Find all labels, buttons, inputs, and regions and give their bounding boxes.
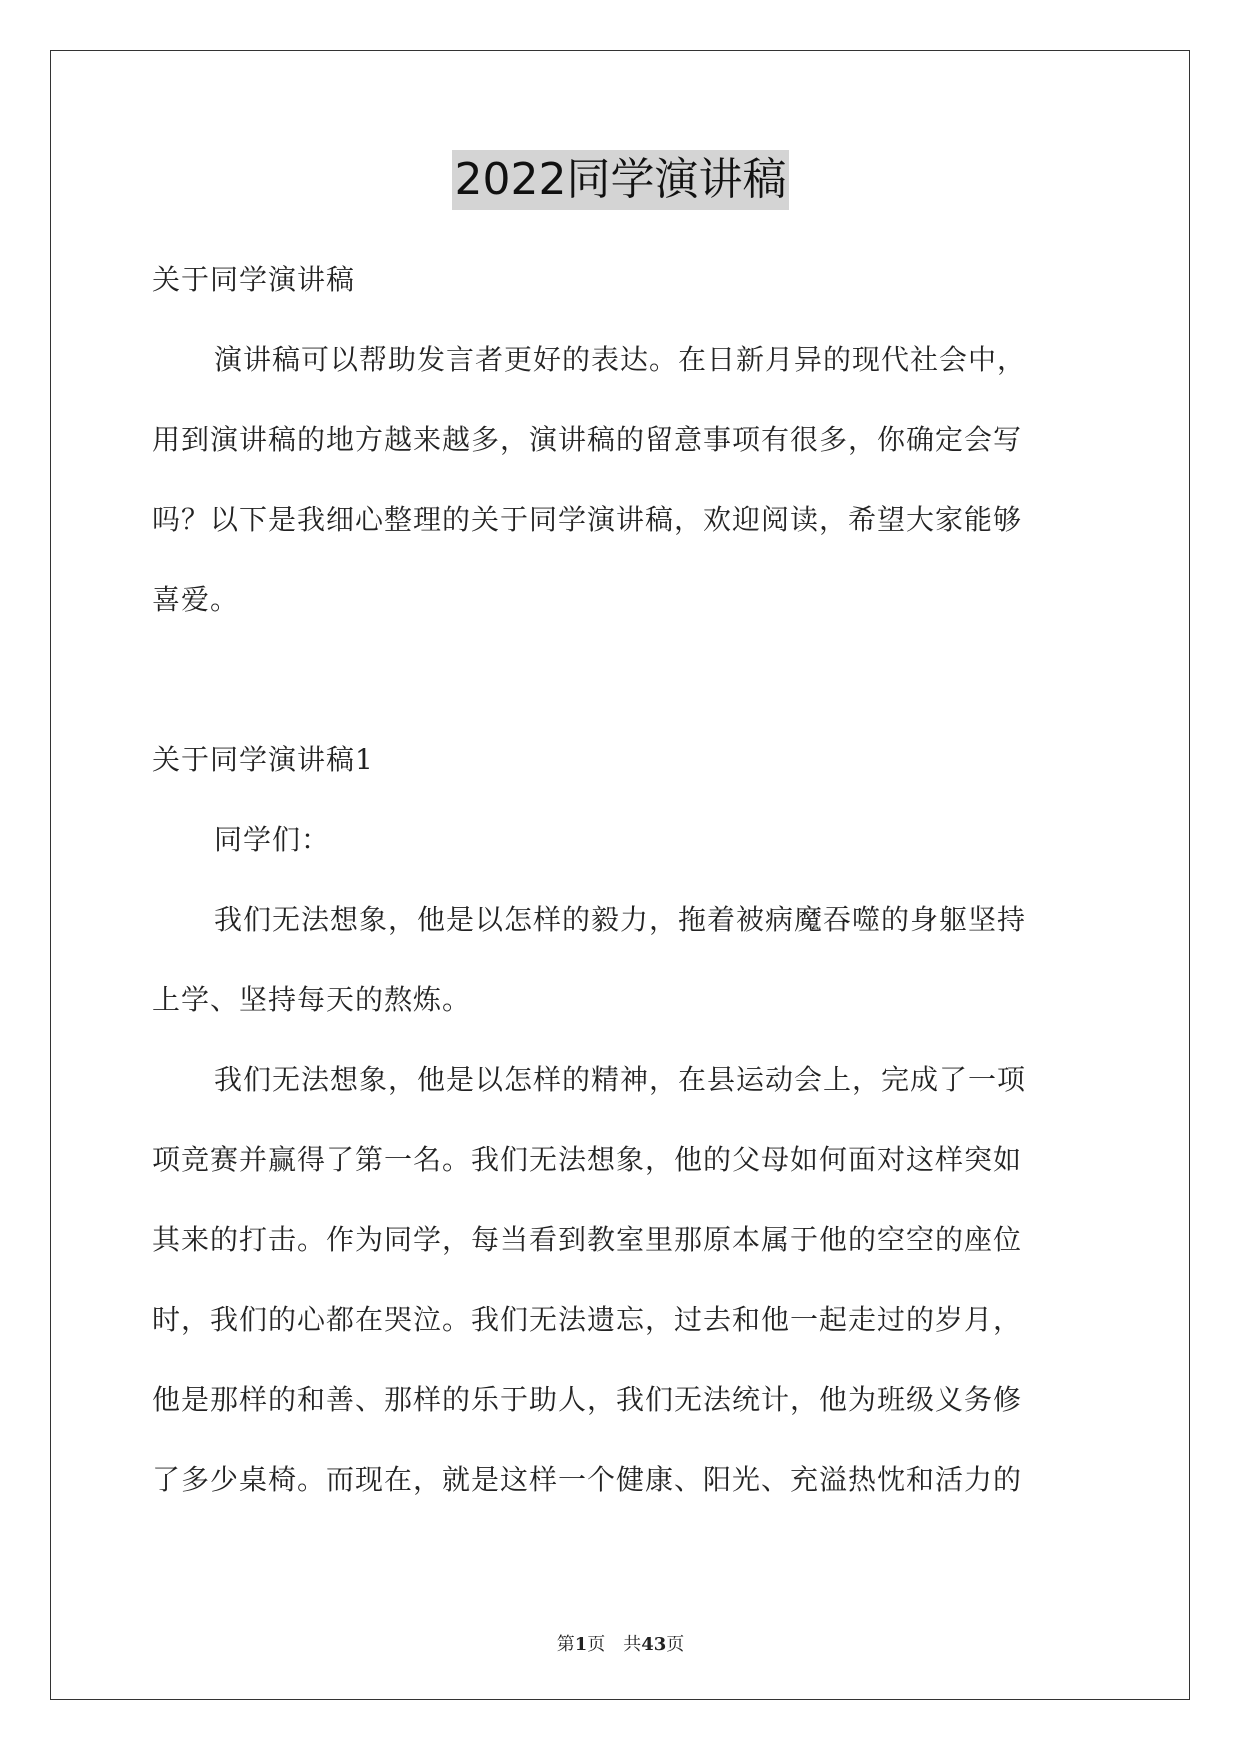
footer-middle: 页 共: [587, 1634, 642, 1655]
text-line: 同学们：: [214, 823, 331, 856]
text-line: 喜爱。: [152, 583, 240, 616]
text-line: 我们无法想象，他是以怎样的精神，在县运动会上，完成了一项: [214, 1063, 1027, 1096]
page-footer: [0, 1630, 1241, 1656]
text-line: 他是那样的和善、那样的乐于助人，我们无法统计，他为班级义务修: [152, 1383, 1023, 1416]
text-line: 吗？以下是我细心整理的关于同学演讲稿，欢迎阅读，希望大家能够: [152, 503, 1023, 536]
text-line: 时，我们的心都在哭泣。我们无法遗忘，过去和他一起走过的岁月，: [152, 1303, 1023, 1336]
text-line: 关于同学演讲稿: [152, 263, 356, 296]
title-wrap: [0, 150, 1241, 210]
text-line: 我们无法想象，他是以怎样的毅力，拖着被病魔吞噬的身躯坚持: [214, 903, 1027, 936]
text-line: 用到演讲稿的地方越来越多，演讲稿的留意事项有很多，你确定会写: [152, 423, 1023, 456]
text-line: 了多少桌椅。而现在，就是这样一个健康、阳光、充溢热忱和活力的: [152, 1463, 1023, 1496]
footer-total-pages: 43: [641, 1634, 667, 1655]
text-line: 项竞赛并赢得了第一名。我们无法想象，他的父母如何面对这样突如: [152, 1143, 1023, 1176]
text-line: 其来的打击。作为同学，每当看到教室里那原本属于他的空空的座位: [152, 1223, 1023, 1256]
text-line: 演讲稿可以帮助发言者更好的表达。在日新月异的现代社会中，: [214, 343, 1027, 376]
footer-suffix: 页: [666, 1634, 685, 1655]
document-body: [152, 240, 1092, 1520]
document-title: 2022同学演讲稿: [452, 150, 790, 210]
footer-page-number: 1: [574, 1634, 588, 1655]
paragraph-gap: [152, 640, 1092, 720]
text-line: 关于同学演讲稿1: [152, 743, 374, 776]
text-line: 上学、坚持每天的熬炼。: [152, 983, 472, 1016]
footer-prefix: 第: [556, 1634, 575, 1655]
